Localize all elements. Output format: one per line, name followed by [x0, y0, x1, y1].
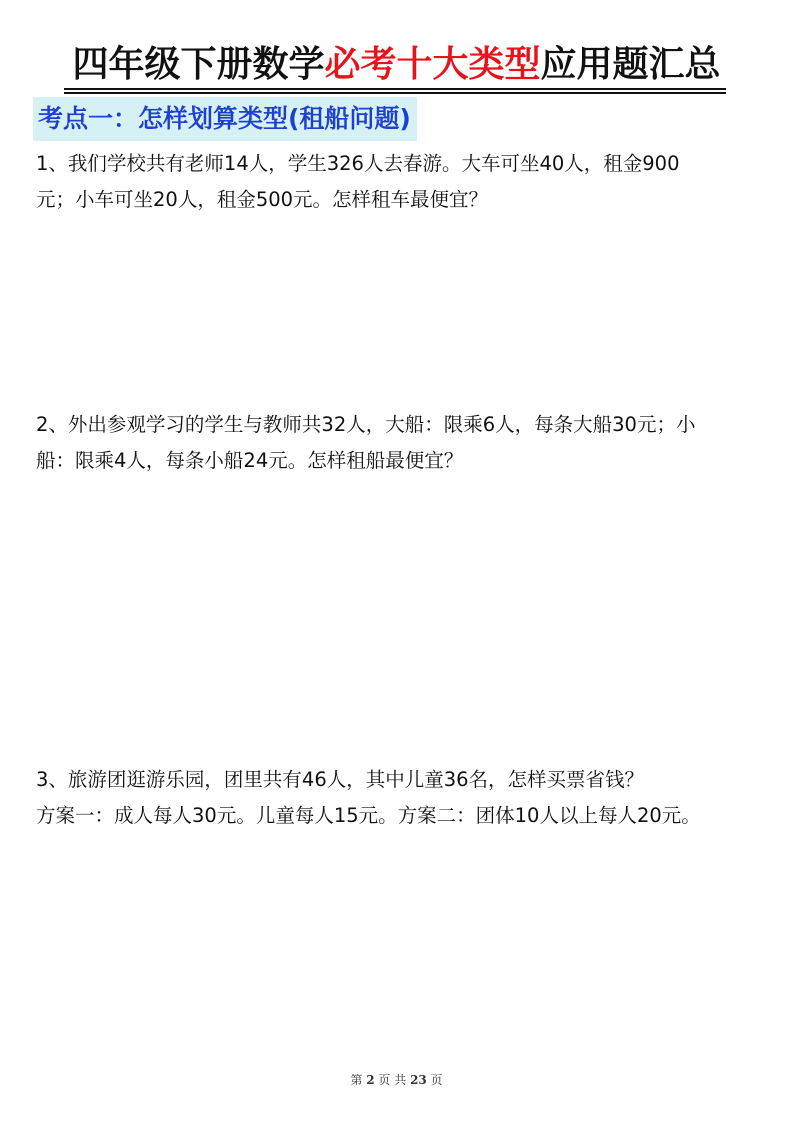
question-2-line-1: 2、外出参观学习的学生与教师共32人，大船：限乘6人，每条大船30元；小 [36, 413, 696, 436]
title-part-highlight: 必考十大类型 [324, 44, 541, 85]
question-2 [36, 407, 761, 479]
question-1 [36, 146, 761, 218]
question-1-line-2: 元；小车可坐20人，租金500元。怎样租车最便宜？ [36, 188, 489, 211]
footer-prefix: 第 [350, 1073, 363, 1087]
footer-middle: 页 共 [378, 1073, 407, 1087]
title-part-grade: 四年级下册数学 [72, 44, 325, 85]
title-underline-top [64, 88, 726, 90]
question-3-line-1: 3、旅游团逛游乐园，团里共有46人，其中儿童36名，怎样买票省钱？ [36, 768, 645, 791]
question-1-line-1: 1、我们学校共有老师14人，学生326人去春游。大车可坐40人，租金900 [36, 152, 680, 175]
question-3 [36, 762, 761, 834]
question-3-line-2: 方案一：成人每人30元。儿童每人15元。方案二：团体10人以上每人20元。 [36, 804, 701, 827]
footer-suffix: 页 [430, 1073, 443, 1087]
title-part-topic: 应用题汇总 [540, 44, 721, 85]
section-heading: 考点一：怎样划算类型(租船问题) [33, 97, 417, 141]
page-title [0, 40, 793, 90]
footer-total-pages: 23 [410, 1073, 427, 1087]
footer-current-page: 2 [366, 1073, 375, 1087]
question-2-line-2: 船：限乘4人，每条小船24元。怎样租船最便宜？ [36, 449, 464, 472]
title-underline-bottom [64, 92, 726, 94]
page-footer [0, 1071, 793, 1088]
